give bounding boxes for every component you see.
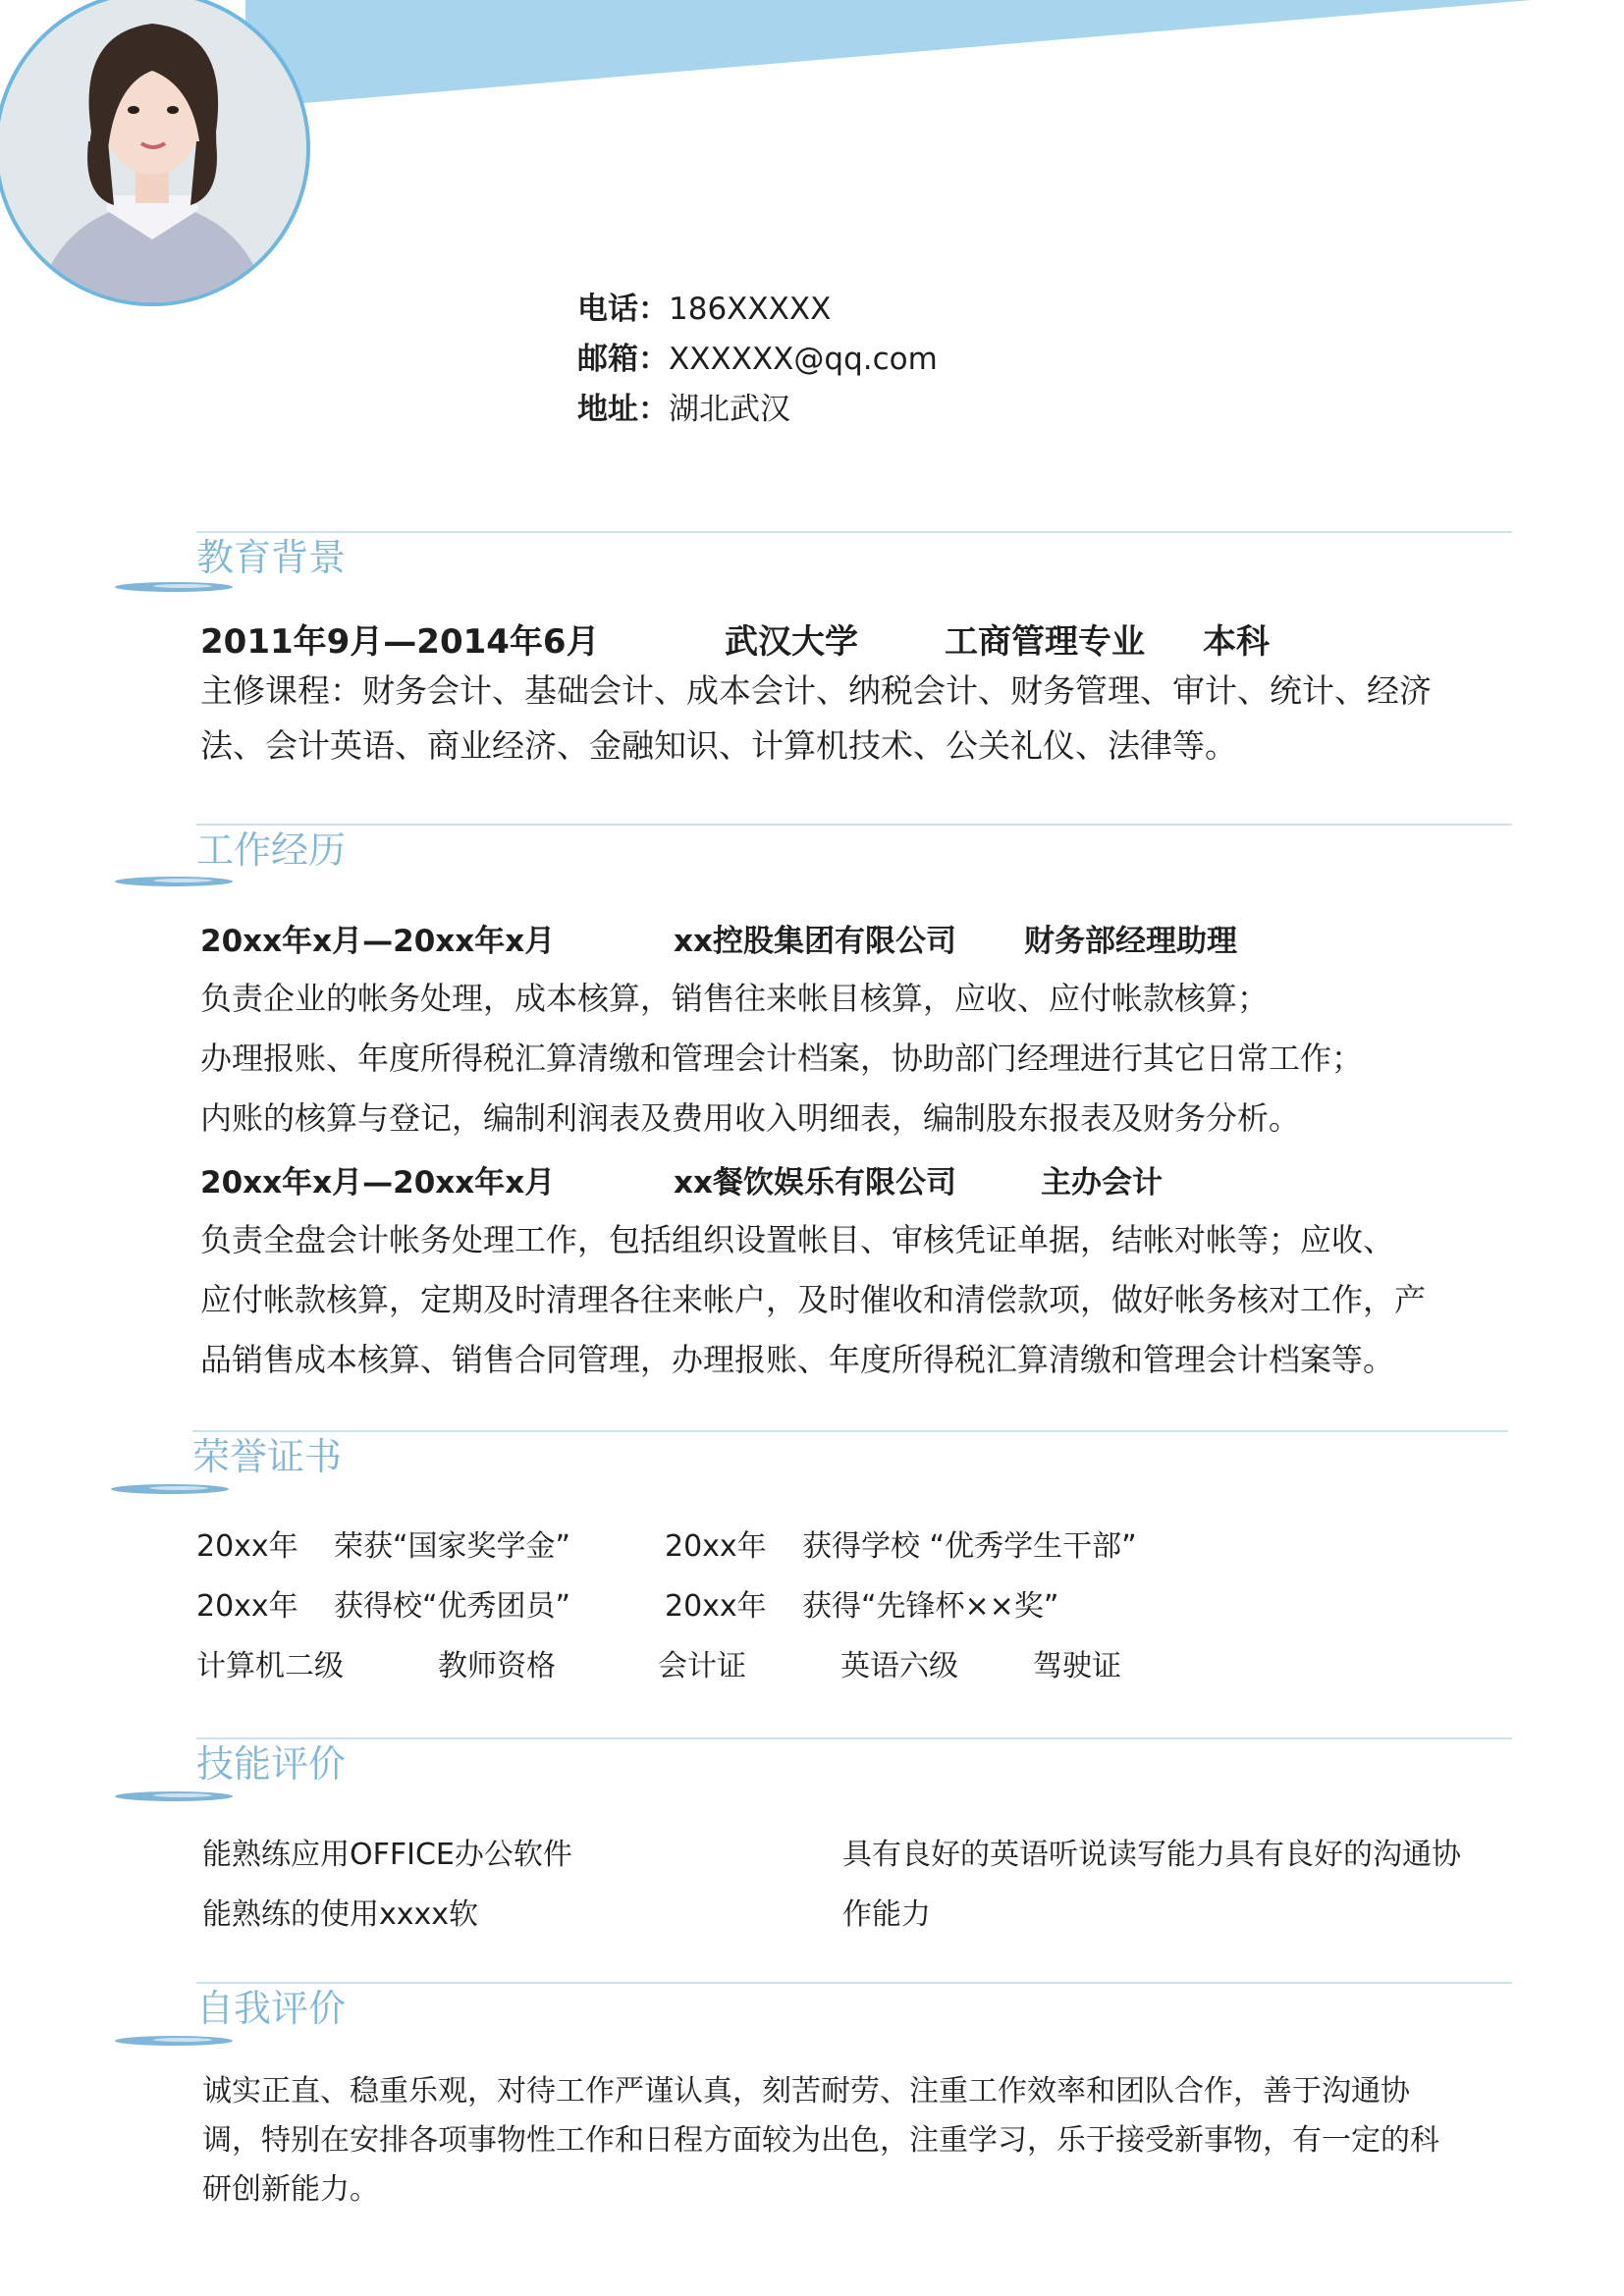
phone-value: 186XXXXX: [669, 292, 832, 327]
job-position: 主办会计: [1041, 1165, 1163, 1201]
education-school: 武汉大学: [725, 622, 858, 662]
phone-label: 电话：: [577, 292, 669, 327]
job-description-line: 办理报账、年度所得税汇算清缴和管理会计档案，协助部门经理进行其它日常工作；: [200, 1040, 1364, 1077]
section-divider: [196, 1982, 1512, 1984]
section-divider: [196, 1737, 1512, 1739]
job-description-line: 应付帐款核算，定期及时清理各往来帐户，及时催收和清偿款项，做好帐务核对工作，产: [200, 1281, 1427, 1318]
job-position: 财务部经理助理: [1024, 924, 1237, 959]
wave-decoration-icon: [114, 1789, 234, 1803]
education-courses-line2: 法、会计英语、商业经济、金融知识、计算机技术、公关礼仪、法律等。: [200, 726, 1237, 765]
skill-line: 作能力: [842, 1897, 931, 1932]
address-value: 湖北武汉: [669, 392, 790, 427]
skill-line: 具有良好的英语听说读写能力具有良好的沟通协: [842, 1838, 1461, 1872]
email-label: 邮箱：: [577, 342, 669, 377]
award-text: 获得“先锋杯××奖”: [802, 1589, 1059, 1624]
award-text: 获得校“优秀团员”: [334, 1589, 571, 1624]
certificate-item: 教师资格: [438, 1649, 556, 1683]
skill-line: 能熟练应用OFFICE办公软件: [202, 1838, 572, 1872]
job-period: 20xx年x月—20xx年x月: [200, 1165, 556, 1201]
section-divider: [196, 824, 1512, 826]
job-description-line: 负责企业的帐务处理，成本核算，销售往来帐目核算，应收、应付帐款核算；: [200, 980, 1270, 1017]
section-title-honors: 荣誉证书: [192, 1435, 343, 1478]
education-courses-line1: 主修课程：财务会计、基础会计、成本会计、纳税会计、财务管理、审计、统计、经济: [200, 671, 1432, 710]
education-major: 工商管理专业: [945, 622, 1145, 662]
wave-decoration-icon: [114, 875, 234, 888]
award-year: 20xx年: [196, 1589, 298, 1624]
contact-phone: [577, 290, 831, 329]
contact-email: [577, 340, 938, 379]
job-period: 20xx年x月—20xx年x月: [200, 924, 556, 959]
section-title-self: 自我评价: [196, 1987, 347, 2030]
contact-address: [577, 390, 790, 429]
self-evaluation-line: 调，特别在安排各项事物性工作和日程方面较为出色，注重学习，乐于接受新事物，有一定的科: [202, 2123, 1439, 2158]
award-text: 获得学校 “优秀学生干部”: [802, 1529, 1137, 1564]
avatar: [0, 0, 310, 306]
certificate-item: 会计证: [658, 1649, 746, 1683]
email-value: XXXXXX@qq.com: [669, 342, 938, 377]
job-company: xx控股集团有限公司: [674, 924, 956, 959]
award-text: 荣获“国家奖学金”: [334, 1529, 571, 1564]
job-description-line: 内账的核算与登记，编制利润表及费用收入明细表，编制股东报表及财务分析。: [200, 1099, 1301, 1137]
section-divider: [196, 531, 1512, 533]
job-company: xx餐饮娱乐有限公司: [674, 1165, 956, 1201]
education-period: 2011年9月—2014年6月: [200, 622, 600, 662]
education-degree: 本科: [1203, 622, 1270, 662]
wave-decoration-icon: [114, 2034, 234, 2048]
profile-photo: [0, 0, 306, 302]
section-title-skills: 技能评价: [196, 1742, 347, 1786]
self-evaluation-line: 诚实正直、稳重乐观，对待工作严谨认真，刻苦耐劳、注重工作效率和团队合作，善于沟通协: [202, 2074, 1410, 2109]
job-description-line: 品销售成本核算、销售合同管理，办理报账、年度所得税汇算清缴和管理会计档案等。: [200, 1341, 1395, 1378]
skill-line: 能熟练的使用xxxx软: [202, 1897, 479, 1932]
section-title-work: 工作经历: [196, 828, 347, 872]
job-description-line: 负责全盘会计帐务处理工作，包括组织设置帐目、审核凭证单据，结帐对帐等；应收、: [200, 1221, 1395, 1258]
award-year: 20xx年: [665, 1529, 767, 1564]
award-year: 20xx年: [665, 1589, 767, 1624]
section-divider: [192, 1430, 1508, 1432]
certificate-item: 英语六级: [840, 1649, 958, 1683]
certificate-item: 计算机二级: [196, 1649, 344, 1683]
address-label: 地址：: [577, 392, 669, 427]
self-evaluation-line: 研创新能力。: [202, 2172, 379, 2207]
certificate-item: 驾驶证: [1033, 1649, 1121, 1683]
section-title-education: 教育背景: [196, 536, 347, 579]
wave-decoration-icon: [114, 580, 234, 594]
wave-decoration-icon: [110, 1482, 230, 1496]
award-year: 20xx年: [196, 1529, 298, 1564]
